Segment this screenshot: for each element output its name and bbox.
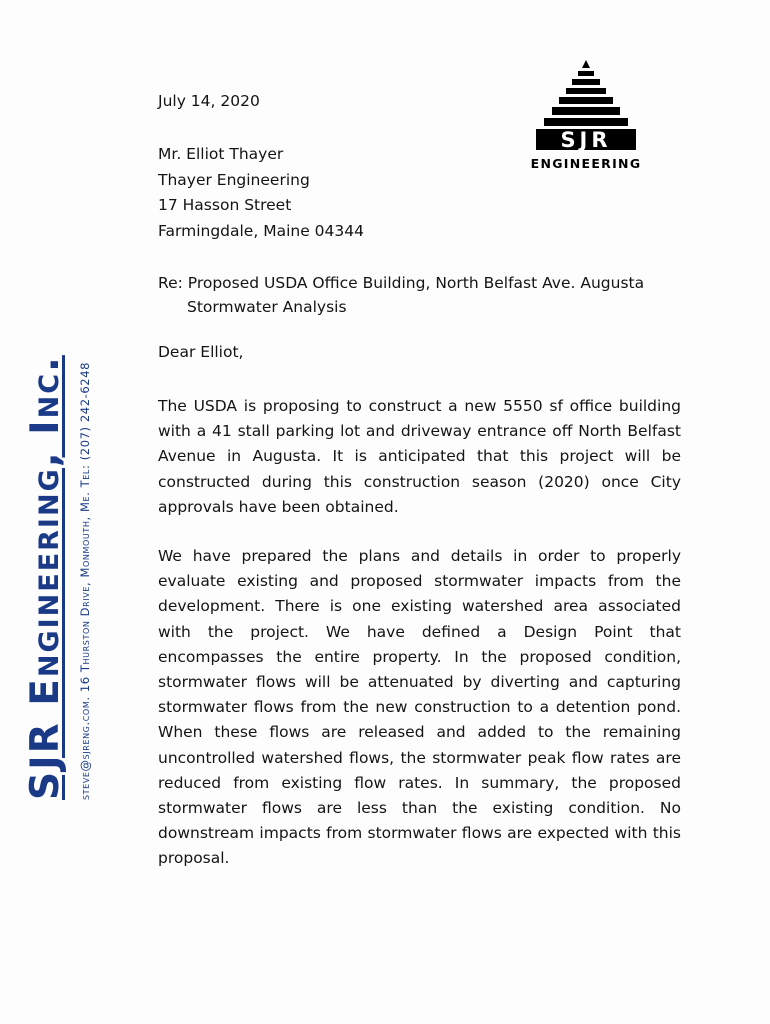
logo-triangle-icon: [512, 60, 660, 182]
logo-subtitle: ENGINEERING: [530, 156, 642, 171]
company-name: SJR Engineering, Inc.: [23, 355, 68, 800]
recipient-address: [158, 142, 364, 244]
recipient-street: 17 Hasson Street: [158, 196, 292, 214]
salutation: Dear Elliot,: [158, 343, 244, 361]
letterhead-sidebar: [22, 240, 92, 800]
body-paragraph-1: The USDA is proposing to construct a new 5550 sf office building with a 41 stall parking lot and driveway entrance off North Belfast Avenue in Augusta. It is anticipated that this project will be constructed during this construction season (2020) once City approvals have been obtained.: [158, 397, 681, 516]
company-contact: steve@sjreng.com. 16 Thurston Drive, Monmouth, Me. Tel: (207) 242-6248: [78, 361, 92, 800]
logo-initials: SJR: [560, 128, 612, 152]
body-paragraph-2: We have prepared the plans and details in order to properly evaluate existing and proposed stormwater impacts from the development. There is one existing watershed area associated with the project. We have defined a Design Point that encompasses the entire property. In the proposed condition, stormwater flows will be attenuated by diverting and capturing stormwater flows from the new construction to a detention pond. When these flows are released and added to the remaining uncontrolled watershed flows, the stormwater peak flow rates are reduced from existing flow rates. In summary, the proposed stormwater flows are less than the existing condition. No downstream impacts from stormwater flows are expected with this proposal.: [158, 547, 681, 868]
subject-line-main: Re: Proposed USDA Office Building, North Belfast Ave. Augusta: [158, 274, 645, 292]
letter-date: July 14, 2020: [158, 92, 260, 110]
company-logo: [512, 60, 660, 182]
recipient-name: Mr. Elliot Thayer: [158, 145, 284, 163]
recipient-city: Farmingdale, Maine 04344: [158, 221, 364, 240]
recipient-company: Thayer Engineering: [158, 170, 310, 189]
subject-line-sub: Stormwater Analysis: [187, 298, 347, 316]
subject-line: [158, 271, 644, 319]
